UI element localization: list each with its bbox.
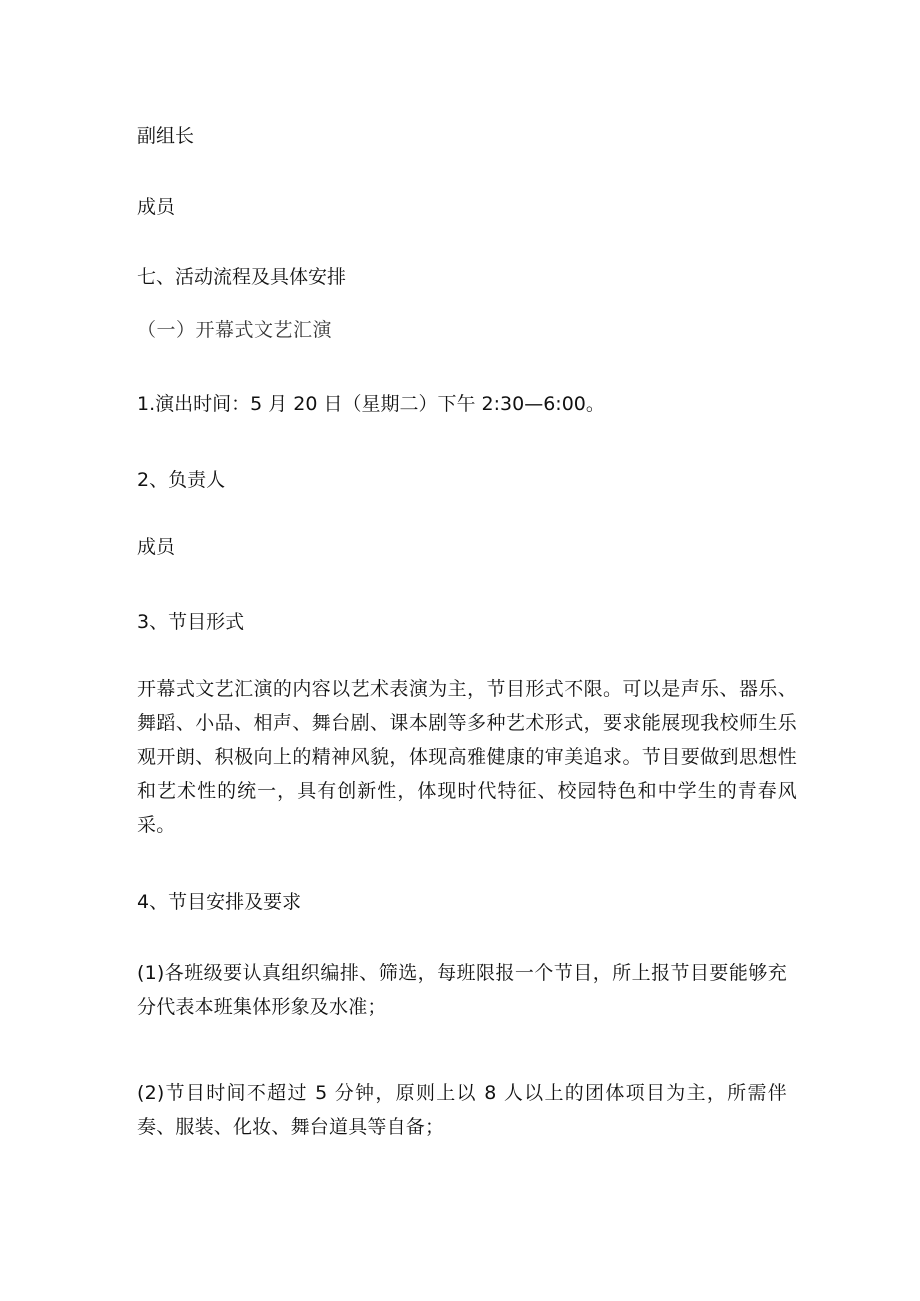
program-arrangement-heading: 4、节目安排及要求 <box>137 891 302 913</box>
requirement-2: (2)节目时间不超过 5 分钟，原则上以 8 人以上的团体项目为主，所需伴奏、服装、化妆、舞台道具等自备； <box>137 1082 787 1138</box>
performance-time: 1.演出时间：5 月 20 日（星期二）下午 2:30—6:00。 <box>137 393 605 415</box>
responsible-person-heading: 2、负责人 <box>137 469 226 491</box>
program-form-heading: 3、节目形式 <box>137 611 245 633</box>
members-label-2: 成员 <box>137 536 176 558</box>
subsection-opening-performance: （一）开幕式文艺汇演 <box>137 319 333 341</box>
requirement-1: (1)各班级要认真组织编排、筛选，每班限报一个节目，所上报节目要能够充分代表本班集体形象及水准； <box>137 962 787 1018</box>
program-form-paragraph: 开幕式文艺汇演的内容以艺术表演为主，节目形式不限。可以是声乐、器乐、舞蹈、小品、相声、舞台剧、课本剧等多种艺术形式，要求能展现我校师生乐观开朗、积极向上的精神风貌，体现高雅健康的审美追求。节目要做到思想性和艺术性的统一，具有创新性，体现时代特征、校园特色和中学生的青春风采。 <box>137 678 797 836</box>
vice-leader-label: 副组长 <box>137 125 195 147</box>
members-label: 成员 <box>137 196 176 218</box>
section-7-heading: 七、活动流程及具体安排 <box>137 266 347 288</box>
